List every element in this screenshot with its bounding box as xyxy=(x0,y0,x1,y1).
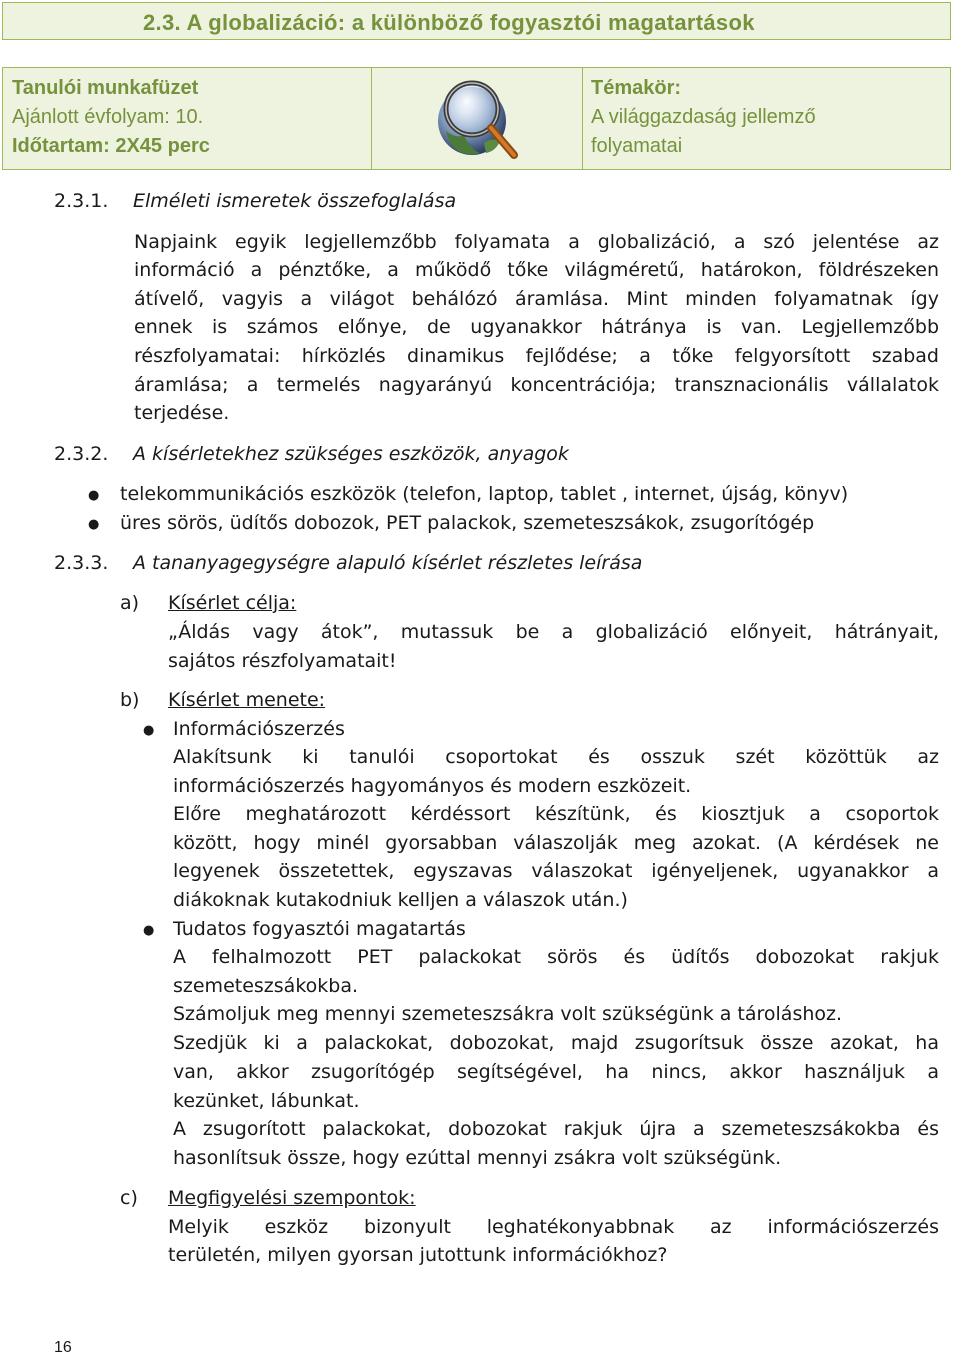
topic-value-line1: A világgazdaság jellemző xyxy=(591,106,816,128)
paragraph-line: részfolyamatai: hírközlés dinamikus fejlődése; a tőke felgyorsított szabad xyxy=(134,345,939,367)
paragraph-line: A felhalmozott PET palackokat sörös és üdítős dobozokat rakjuk xyxy=(173,946,939,968)
globe-magnifier-icon xyxy=(434,73,524,165)
grade-label: Ajánlott évfolyam: 10. xyxy=(12,106,204,128)
paragraph-line: Napjaink egyik legjellemzőbb folyamata a globalizáció, a szó jelentése az xyxy=(134,231,939,253)
paragraph-line: van, akkor zsugorítógép segítségével, ha nincs, akkor használjuk a xyxy=(173,1061,939,1083)
section-number: 2.3.2. xyxy=(54,443,109,465)
item-marker: a) xyxy=(120,592,140,614)
bullet-icon: ● xyxy=(88,517,100,532)
paragraph-line: átívelő, vagyis a világot behálózó áramlása. Mint minden folyamatnak így xyxy=(134,288,939,310)
paragraph-line: területén, milyen gyorsan jutottunk információkhoz? xyxy=(168,1244,668,1266)
paragraph-line: sajátos részfolyamatait! xyxy=(168,650,397,672)
paragraph-line: Számoljuk meg mennyi szemeteszsákra volt szükségünk a tároláshoz. xyxy=(173,1003,843,1025)
item-heading: Kísérlet célja: xyxy=(168,592,297,614)
list-item: üres sörös, üdítős dobozok, PET palackok, szemeteszsákok, zsugorítógép xyxy=(120,512,815,534)
section-heading: A tananyagegységre alapuló kísérlet részletes leírása xyxy=(133,552,643,574)
paragraph-line: áramlása; a termelés nagyarányú koncentrációja; transznacionális vállalatok xyxy=(134,374,939,396)
subitem-title: Tudatos fogyasztói magatartás xyxy=(173,918,466,940)
paragraph-line: terjedése. xyxy=(134,402,230,424)
page-number: 16 xyxy=(54,1339,72,1356)
chapter-title-bar xyxy=(2,2,951,40)
duration-label: Időtartam: 2X45 perc xyxy=(12,135,210,157)
paragraph-line: ennek is számos előnye, de ugyanakkor hátránya is van. Legjellemzőbb xyxy=(134,316,939,338)
topic-value-line2: folyamatai xyxy=(591,135,683,157)
subitem-title: Információszerzés xyxy=(173,718,345,740)
list-item: telekommunikációs eszközök (telefon, laptop, tablet , internet, újság, könyv) xyxy=(120,483,849,505)
paragraph-line: Előre meghatározott kérdéssort készítünk, és kiosztjuk a csoportok xyxy=(173,803,939,825)
bullet-icon: ● xyxy=(88,488,100,503)
item-marker: c) xyxy=(120,1187,138,1209)
section-heading: Elméleti ismeretek összefoglalása xyxy=(133,190,457,212)
header-right-cell xyxy=(583,68,950,169)
paragraph-line: „Áldás vagy átok”, mutassuk be a globalizáció előnyeit, hátrányait, xyxy=(168,621,939,643)
paragraph-line: Alakítsunk ki tanulói csoportokat és osszuk szét közöttük az xyxy=(173,746,939,768)
paragraph-line: Melyik eszköz bizonyult leghatékonyabbnak az információszerzés xyxy=(168,1216,939,1238)
bullet-icon: ● xyxy=(143,723,155,738)
item-heading: Kísérlet menete: xyxy=(168,689,326,711)
paragraph-line: információszerzés hagyományos és modern eszközeit. xyxy=(173,775,692,797)
header-left-cell xyxy=(3,68,372,169)
paragraph-line: Szedjük ki a palackokat, dobozokat, majd zsugorítsuk össze azokat, ha xyxy=(173,1032,939,1054)
paragraph-line: diákoknak kutakodniuk kelljen a válaszok után.) xyxy=(173,889,628,911)
paragraph-line: legyenek összetettek, egyszavas válaszokat igényeljenek, ugyanakkor a xyxy=(173,860,939,882)
section-heading: A kísérletekhez szükséges eszközök, anyagok xyxy=(133,443,569,465)
item-marker: b) xyxy=(120,689,140,711)
paragraph-line: információ a pénztőke, a működő tőke világméretű, határokon, földrészeken xyxy=(134,259,939,281)
paragraph-line: szemeteszsákokba. xyxy=(173,975,359,997)
paragraph-line: kezünket, lábunkat. xyxy=(173,1090,360,1112)
chapter-title: 2.3. A globalizáció: a különböző fogyasztói magatartások xyxy=(143,10,755,35)
paragraph-line: hasonlítsuk össze, hogy ezúttal mennyi zsákra volt szükségünk. xyxy=(173,1147,782,1169)
section-number: 2.3.1. xyxy=(54,190,109,212)
paragraph-line: A zsugorított palackokat, dobozokat rakjuk újra a szemeteszsákokba és xyxy=(173,1118,939,1140)
workbook-label: Tanulói munkafüzet xyxy=(12,77,199,99)
paragraph-line: között, hogy minél gyorsabban válaszolják meg azokat. (A kérdések ne xyxy=(173,832,939,854)
item-heading: Megfigyelési szempontok: xyxy=(168,1187,416,1209)
section-number: 2.3.3. xyxy=(54,552,109,574)
topic-label: Témakör: xyxy=(591,77,682,99)
bullet-icon: ● xyxy=(143,923,155,938)
